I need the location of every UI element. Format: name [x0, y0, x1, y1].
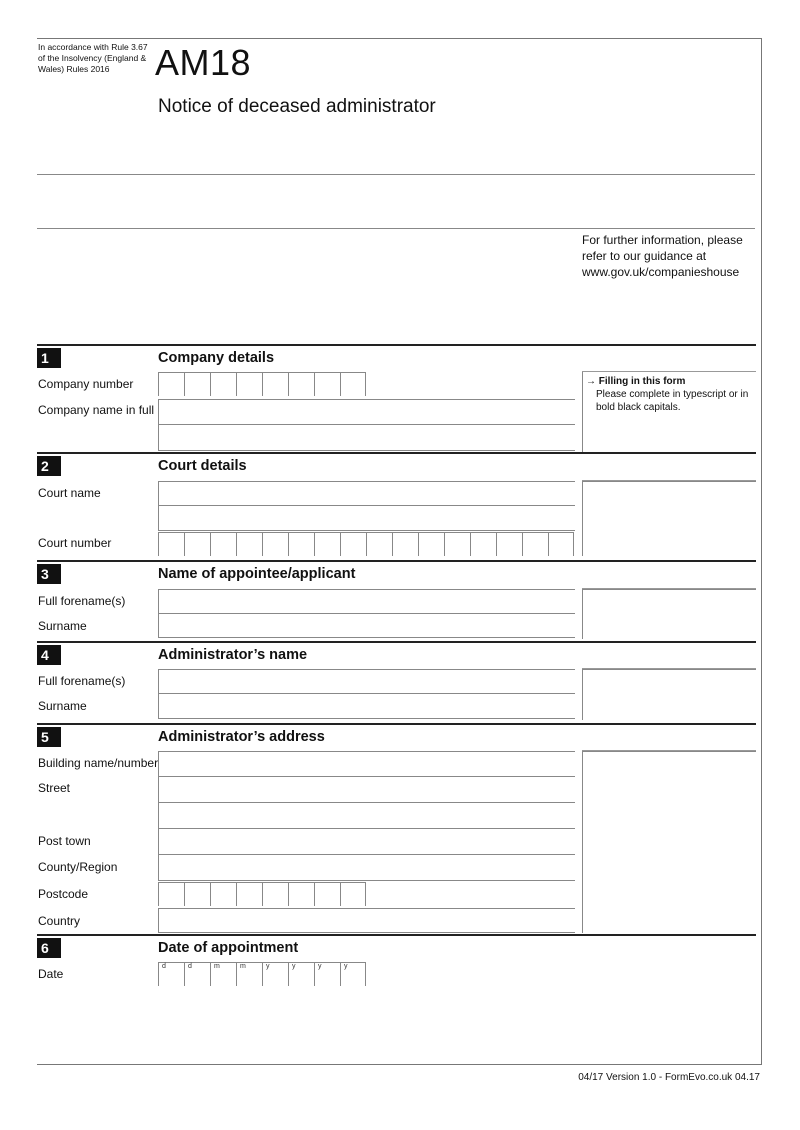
char-box[interactable]	[288, 882, 314, 906]
administrator-forenames-label: Full forename(s)	[38, 674, 126, 688]
char-box[interactable]	[366, 532, 392, 556]
company-number-label: Company number	[38, 377, 134, 391]
company-number-field[interactable]	[158, 372, 366, 396]
char-box[interactable]	[158, 532, 184, 556]
administrator-forenames-field[interactable]	[158, 669, 575, 694]
county-field[interactable]	[158, 855, 575, 881]
postcode-label: Postcode	[38, 887, 89, 901]
char-box[interactable]	[314, 532, 340, 556]
county-label: County/Region	[38, 860, 118, 874]
date-digit-box[interactable]	[288, 962, 314, 986]
section-title: Name of appointee/applicant	[158, 566, 356, 582]
char-box[interactable]	[210, 532, 236, 556]
date-field[interactable]	[158, 962, 366, 986]
char-box[interactable]	[262, 532, 288, 556]
date-digit-box[interactable]	[340, 962, 366, 986]
arrow-icon: →	[586, 376, 596, 387]
post-town-field[interactable]	[158, 829, 575, 855]
char-box[interactable]	[314, 882, 340, 906]
date-label: Date	[38, 967, 64, 981]
side-note-box	[582, 589, 756, 639]
post-town-label: Post town	[38, 834, 91, 848]
section-bar	[37, 560, 756, 562]
char-box[interactable]	[210, 882, 236, 906]
company-name-field[interactable]	[158, 399, 575, 425]
char-box[interactable]	[340, 532, 366, 556]
company-name-field-line2[interactable]	[158, 425, 575, 451]
char-box[interactable]	[288, 532, 314, 556]
section-number: 5	[37, 727, 61, 747]
section-number: 2	[37, 456, 61, 476]
char-box[interactable]	[184, 532, 210, 556]
court-number-field[interactable]	[158, 532, 574, 556]
section-bar	[37, 641, 756, 643]
appointee-surname-field[interactable]	[158, 614, 575, 638]
court-name-label: Court name	[38, 486, 101, 500]
char-box[interactable]	[522, 532, 548, 556]
rule-note: In accordance with Rule 3.67 of the Insolvency (England & Wales) Rules 2016	[38, 42, 148, 74]
char-box[interactable]	[340, 372, 366, 396]
section-number: 3	[37, 564, 61, 584]
char-box[interactable]	[236, 532, 262, 556]
section-bar	[37, 344, 756, 346]
section-title: Court details	[158, 458, 247, 474]
guidance-note: For further information, please refer to our guidance at www.gov.uk/companieshouse	[582, 233, 743, 279]
date-hint: m	[214, 963, 220, 970]
date-digit-box[interactable]	[184, 962, 210, 986]
date-digit-box[interactable]	[210, 962, 236, 986]
administrator-surname-field[interactable]	[158, 694, 575, 719]
country-label: Country	[38, 914, 81, 928]
char-box[interactable]	[158, 882, 184, 906]
date-digit-box[interactable]	[158, 962, 184, 986]
date-hint: y	[292, 963, 296, 970]
court-name-field[interactable]	[158, 481, 575, 506]
section-bar	[37, 934, 756, 936]
form-title: Notice of deceased administrator	[158, 96, 436, 117]
char-box[interactable]	[262, 372, 288, 396]
side-note-box	[582, 669, 756, 720]
street-field[interactable]	[158, 777, 575, 803]
building-label: Building name/number	[38, 756, 159, 770]
char-box[interactable]	[262, 882, 288, 906]
postcode-field[interactable]	[158, 882, 366, 906]
court-name-field-line2[interactable]	[158, 506, 575, 531]
company-name-label: Company name in full	[38, 403, 155, 417]
appointee-surname-label: Surname	[38, 619, 87, 633]
filling-note-text: Please complete in typescript or in bold black capitals.	[596, 389, 749, 413]
footer-version: 04/17 Version 1.0 - FormEvo.co.uk 04.17	[578, 1072, 760, 1083]
court-number-label: Court number	[38, 536, 112, 550]
section-number: 4	[37, 645, 61, 665]
form-code: AM18	[155, 42, 252, 83]
section-bar	[37, 723, 756, 725]
char-box[interactable]	[470, 532, 496, 556]
char-box[interactable]	[444, 532, 470, 556]
char-box[interactable]	[184, 372, 210, 396]
building-field[interactable]	[158, 751, 575, 777]
date-hint: y	[344, 963, 348, 970]
section-bar	[37, 452, 756, 454]
section-number: 6	[37, 938, 61, 958]
appointee-forenames-field[interactable]	[158, 589, 575, 614]
date-digit-box[interactable]	[262, 962, 288, 986]
char-box[interactable]	[392, 532, 418, 556]
filling-in-note	[586, 375, 756, 414]
char-box[interactable]	[340, 882, 366, 906]
date-digit-box[interactable]	[314, 962, 340, 986]
date-hint: d	[188, 963, 192, 970]
street-label: Street	[38, 781, 71, 795]
char-box[interactable]	[210, 372, 236, 396]
char-box[interactable]	[236, 372, 262, 396]
side-note-box	[582, 751, 756, 933]
char-box[interactable]	[496, 532, 522, 556]
section-number: 1	[37, 348, 61, 368]
side-note-box	[582, 481, 756, 556]
date-digit-box[interactable]	[236, 962, 262, 986]
page-frame-right	[761, 38, 762, 1065]
section-title: Administrator’s address	[158, 729, 325, 745]
filling-note-title: Filling in this form	[598, 376, 686, 387]
page-frame-top	[37, 38, 762, 39]
char-box[interactable]	[418, 532, 444, 556]
char-box[interactable]	[314, 372, 340, 396]
page-frame-bottom	[37, 1064, 762, 1065]
appointee-forenames-label: Full forename(s)	[38, 594, 126, 608]
section-title: Company details	[158, 350, 275, 366]
char-box[interactable]	[158, 372, 184, 396]
date-hint: d	[162, 963, 166, 970]
char-box[interactable]	[288, 372, 314, 396]
char-box[interactable]	[184, 882, 210, 906]
char-box[interactable]	[548, 532, 574, 556]
street-field-line2[interactable]	[158, 803, 575, 829]
section-title: Administrator’s name	[158, 647, 308, 663]
administrator-surname-label: Surname	[38, 699, 87, 713]
divider	[37, 174, 755, 175]
char-box[interactable]	[236, 882, 262, 906]
country-field[interactable]	[158, 908, 575, 933]
divider	[37, 228, 755, 229]
date-hint: m	[240, 963, 246, 970]
date-hint: y	[266, 963, 270, 970]
date-hint: y	[318, 963, 322, 970]
section-title: Date of appointment	[158, 940, 299, 956]
